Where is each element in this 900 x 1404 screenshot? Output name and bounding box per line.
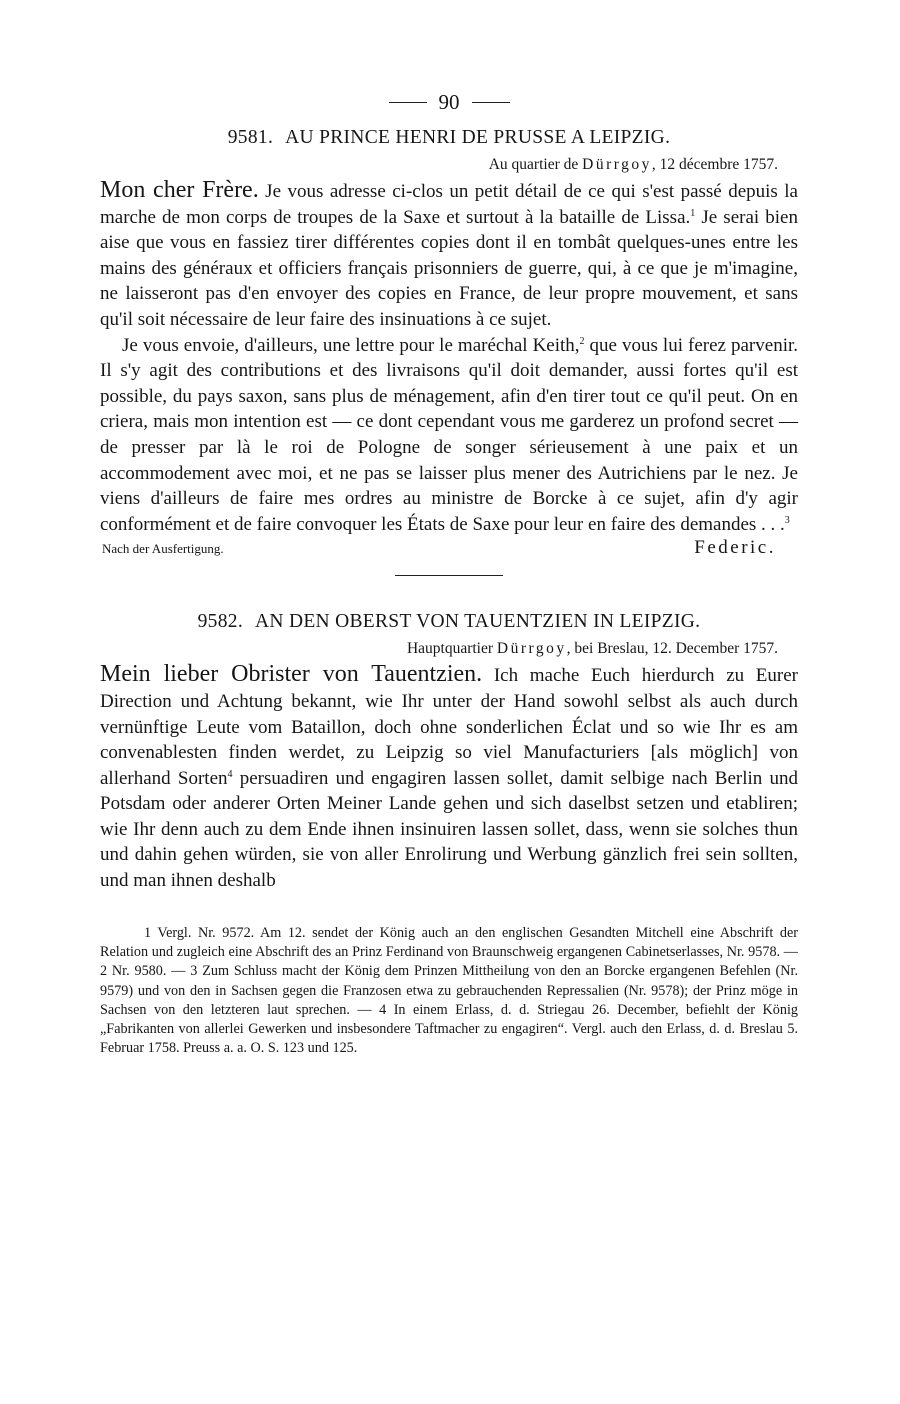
- salutation: Mein lieber Obrister von Tauentzien.: [100, 661, 483, 688]
- signature: Federic.: [694, 537, 776, 559]
- paragraph-text: que vous lui ferez parvenir. Il s'y agit des contributions et des livraisons qu'il doit demander, aussi fortes qu'il est possible, du pays saxon, sans plus de ménagement, afin d'en tirer tout ce qu'il peut. On en criera, mais mon intention est — ce dont cependant vous me garderez un profond secret — de presser par là le roi de Pologne de songer sérieusement à une paix et un accommodement avec moi, et ne pas se laisser plus mener des Autrichiens par le nez. Je viens d'ailleurs de faire mes ordres au ministre de Borcke à ce sujet, afin d'y agir conformément et de faire convoquer les États de Saxe pour leur en faire des demandes . . .: [100, 334, 798, 535]
- source-note: Nach der Ausfertigung.: [102, 541, 224, 557]
- letter-9581-closing: [100, 537, 798, 559]
- salutation: Mon cher Frère.: [100, 177, 259, 203]
- paragraph-text: persuadiren und engagiren lassen sollet, damit selbige nach Berlin und Potsdam oder anderer Orten Meiner Lande gehen und sich daselbst setzen und etabliren; wie Ihr denn auch zu dem Ende ihnen insinuiren lassen sollet, dass, wenn sie solches thun und dahin gehen würden, sie von aller Enrolirung und Werbung gänzlich frei sein sollten, und man ihnen deshalb: [100, 767, 798, 892]
- document-page: [100, 84, 798, 1059]
- paragraph: [100, 333, 798, 538]
- date-place: Dürrgoy: [496, 640, 567, 658]
- paragraph: [100, 662, 798, 893]
- letter-9582-body: [100, 662, 798, 893]
- letter-9582-title: [100, 608, 798, 636]
- footnote-ref: 4: [227, 768, 233, 780]
- letter-number: 9582.: [197, 611, 243, 633]
- section-separator: [395, 575, 503, 576]
- header-rule-right: [472, 102, 510, 103]
- letter-number: 9581.: [227, 127, 274, 148]
- paragraph-text: Je vous envoie, d'ailleurs, une lettre pour le maréchal Keith,: [122, 334, 580, 356]
- footnote-ref: 2: [579, 335, 585, 347]
- date-place: Dürrgoy: [582, 156, 652, 173]
- footnote-text: 1 Vergl. Nr. 9572. Am 12. sendet der König auch an den englischen Gesandten Mitchell eine Abschrift der Relation und zugleich eine Abschrift des an Prinz Ferdinand von Braunschweig ergangenen Cabinetserlasses, Nr. 9578. — 2 Nr. 9580. — 3 Zum Schluss macht der König dem Prinzen Mittheilung von den an Borcke ergangenen Befehlen (Nr. 9579) und von den in Sachsen gegen die Franzosen etwa zu gebrauchenden Repressalien (Nr. 9578); der Prinz möge in Sachsen von den letzteren laut sprechen. — 4 In einem Erlass, d. d. Striegau 26. December, befiehlt der König „Fabrikanten von allerlei Gewerken und insbesondere Taftmacher zu engagiren“. Vergl. auch den Erlass, d. d. Breslau 5. Februar 1758. Preuss a. a. O. S. 123 und 125.: [100, 924, 798, 1057]
- paragraph-text: Je vous adresse ci-clos un petit détail de ce qui s'est passé depuis la marche de mon corps de troupes de la Saxe et surtout à la bataille de Lissa.: [100, 181, 798, 228]
- paragraph-text: Ich mache Euch hierdurch zu Eurer Direction und Achtung bekannt, wie Ihr unter der Hand sowohl selbst als auch durch vernünftige Leute vom Bataillon, doch ohne sonderlichen Éclat und so wie Ihr es am convenablesten finden werdet, zu Leipzig so viel Manufacturiers [als möglich] von allerhand Sorten: [100, 665, 798, 789]
- date-prefix: Hauptquartier: [406, 640, 497, 658]
- paragraph-text: Je serai bien aise que vous en fassiez tirer différentes copies dont il en tombât quelques-unes entre les mains des généraux et officiers français prisonniers de guerre, qui, à ce que je m'imagine, ne laisseront pas d'en envoyer des copies en France, de leur propre mouvement, et sans qu'il soit nécessaire de leur faire des insinuations à ce sujet.: [100, 206, 798, 330]
- footnote-ref: 3: [784, 514, 790, 526]
- footnote-ref: 1: [690, 207, 696, 219]
- letter-9581-dateline: [100, 152, 798, 178]
- letter-9582-dateline: [100, 636, 798, 662]
- letter-9581-body: [100, 178, 798, 537]
- letter-heading: AU PRINCE HENRI DE PRUSSE A LEIPZIG.: [285, 127, 671, 148]
- header-rule-left: [389, 102, 427, 103]
- footnotes: [100, 924, 798, 1059]
- page-header: [100, 84, 798, 120]
- date-suffix: , 12 décembre 1757.: [651, 156, 778, 173]
- paragraph: [100, 178, 798, 333]
- letter-9581-title: [100, 124, 798, 152]
- date-suffix: , bei Breslau, 12. December 1757.: [566, 640, 778, 658]
- letter-heading: AN DEN OBERST VON TAUENTZIEN IN LEIPZIG.: [255, 611, 701, 633]
- page-number: 90: [438, 89, 460, 114]
- date-prefix: Au quartier de: [488, 156, 583, 173]
